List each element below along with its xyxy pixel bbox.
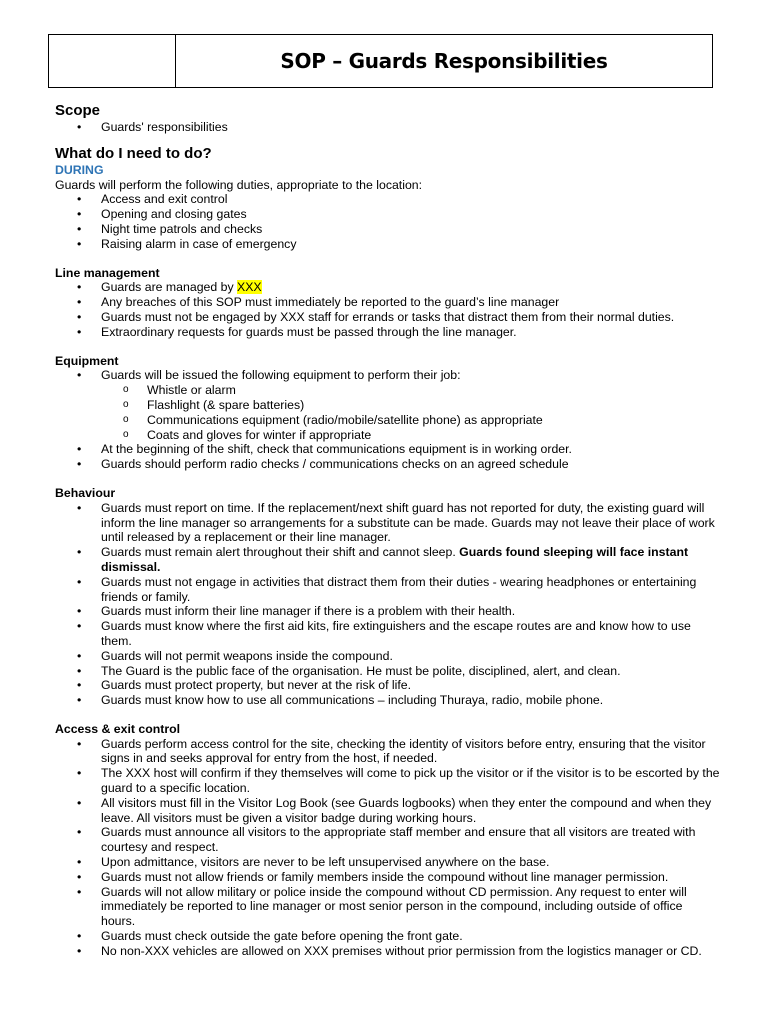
equipment-sublist bbox=[55, 383, 720, 442]
list-item: • Guards will not allow military or police inside the compound without CD permission. Any request to enter will immediately be reported to line manager or most senior person in the compound, including outside of office hours. bbox=[55, 885, 720, 929]
list-item: • Guards should perform radio checks / communications checks on an agreed schedule bbox=[55, 457, 720, 472]
list-item: • All visitors must fill in the Visitor Log Book (see Guards logbooks) when they enter the compound and when they leave. All visitors must be given a visitor badge during working hours. bbox=[55, 796, 720, 826]
header-table bbox=[48, 34, 713, 88]
list-item: • Raising alarm in case of emergency bbox=[55, 237, 720, 252]
list-item: • Extraordinary requests for guards must be passed through the line manager. bbox=[55, 325, 720, 340]
list-item: • The XXX host will confirm if they themselves will come to pick up the visitor or if the visitor is to be escorted by the guard to a specific location. bbox=[55, 766, 720, 796]
spacer bbox=[55, 708, 720, 722]
sub-list-item: o Communications equipment (radio/mobile/satellite phone) as appropriate bbox=[55, 413, 720, 428]
sub-list-item: o Coats and gloves for winter if appropriate bbox=[55, 428, 720, 443]
spacer bbox=[55, 252, 720, 266]
during-subheading: DURING bbox=[55, 162, 104, 177]
list-item: • Guards must inform their line manager if there is a problem with their health. bbox=[55, 604, 720, 619]
scope-list bbox=[55, 120, 720, 135]
behaviour-heading: Behaviour bbox=[55, 485, 116, 500]
list-item: • Guards must know how to use all communications – including Thuraya, radio, mobile phone. bbox=[55, 693, 720, 708]
list-item: • Any breaches of this SOP must immediately be reported to the guard’s line manager bbox=[55, 295, 720, 310]
bold-warning: Guards found sleeping will face instant dismissal. bbox=[101, 545, 689, 574]
list-item bbox=[55, 280, 720, 295]
spacer bbox=[55, 472, 720, 486]
list-item: • Guards will not permit weapons inside the compound. bbox=[55, 649, 720, 664]
list-item: • Guards will be issued the following equipment to perform their job: bbox=[55, 368, 720, 383]
behaviour-list bbox=[55, 501, 720, 708]
list-item: • The Guard is the public face of the organisation. He must be polite, disciplined, alert, and clean. bbox=[55, 664, 720, 679]
list-item: • No non-XXX vehicles are allowed on XXX premises without prior permission from the logistics manager or CD. bbox=[55, 944, 720, 959]
list-item: • Access and exit control bbox=[55, 192, 720, 207]
list-item: • Guards must check outside the gate before opening the front gate. bbox=[55, 929, 720, 944]
list-item: • At the beginning of the shift, check that communications equipment is in working order. bbox=[55, 442, 720, 457]
equipment-heading: Equipment bbox=[55, 353, 119, 368]
access-list bbox=[55, 737, 720, 959]
sub-list-item: o Flashlight (& spare batteries) bbox=[55, 398, 720, 413]
list-item: • Guards must announce all visitors to the appropriate staff member and ensure that all visitors are treated with courtesy and respect. bbox=[55, 825, 720, 855]
duties-intro: Guards will perform the following duties, appropriate to the location: bbox=[55, 177, 423, 192]
duties-list bbox=[55, 192, 720, 251]
list-item: • Upon admittance, visitors are never to be left unsupervised anywhere on the base. bbox=[55, 855, 720, 870]
access-heading: Access & exit control bbox=[55, 721, 181, 736]
list-item: • Guards perform access control for the site, checking the identity of visitors before entry, ensuring that the visitor signs in and seeks approval for entry from the host, if needed. bbox=[55, 737, 720, 767]
list-item: • Night time patrols and checks bbox=[55, 222, 720, 237]
list-item: • Guards must not engage in activities that distract them from their duties - wearing headphones or entertaining friends or family. bbox=[55, 575, 720, 605]
page-title: SOP – Guards Responsibilities bbox=[280, 49, 608, 73]
list-item: • Opening and closing gates bbox=[55, 207, 720, 222]
item-text: Guards are managed by bbox=[101, 280, 238, 295]
spacer bbox=[55, 340, 720, 354]
highlighted-text: XXX bbox=[237, 280, 262, 295]
line-management-list bbox=[55, 280, 720, 339]
list-item: • Guards must protect property, but never at the risk of life. bbox=[55, 678, 720, 693]
line-management-heading: Line management bbox=[55, 265, 160, 280]
list-item: • Guards must know where the first aid kits, fire extinguishers and the escape routes are and know how to use them. bbox=[55, 619, 720, 649]
equipment-list bbox=[55, 368, 720, 383]
list-item: • Guards' responsibilities bbox=[55, 120, 720, 135]
document-body bbox=[55, 102, 720, 959]
list-item bbox=[55, 545, 720, 575]
scope-heading: Scope bbox=[55, 102, 101, 119]
list-item: • Guards must report on time. If the replacement/next shift guard has not reported for duty, the existing guard will inform the line manager so arrangements for a substitute can be made. Guards may not leave their place of work until released by a replacement or their line manager. bbox=[55, 501, 720, 545]
sub-list-item: o Whistle or alarm bbox=[55, 383, 720, 398]
equipment-list-2 bbox=[55, 442, 720, 472]
what-heading: What do I need to do? bbox=[55, 144, 212, 162]
logo-cell bbox=[49, 35, 176, 87]
item-text: Guards must remain alert throughout their shift and cannot sleep. bbox=[101, 545, 460, 560]
list-item: • Guards must not allow friends or family members inside the compound without line manager permission. bbox=[55, 870, 720, 885]
list-item: • Guards must not be engaged by XXX staff for errands or tasks that distract them from their normal duties. bbox=[55, 310, 720, 325]
